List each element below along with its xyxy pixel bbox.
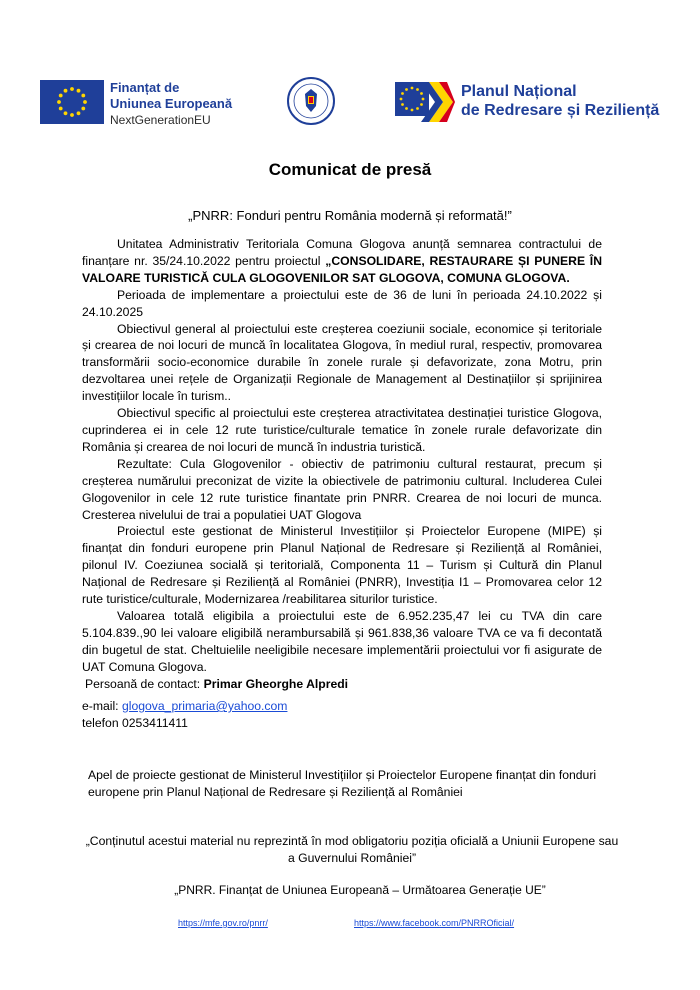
footer-tagline: „PNRR. Finanțat de Uniunea Europeană – Următoarea Generație UE” xyxy=(174,883,546,897)
call-for-projects-note: Apel de proiecte gestionat de Ministerul Investițiilor și Proiectelor Europene finanțat din fonduri europene prin Planul Național de Redresare și Reziliență al României xyxy=(88,768,597,799)
email-link[interactable]: glogova_primaria@yahoo.com xyxy=(121,699,288,713)
disclaimer: „Conținutul acestui material nu reprezintă în mod obligatoriu poziția oficială a Uniunii Europene sau a Guvernului României” xyxy=(85,834,619,865)
eu-line-2: Uniunea Europeană xyxy=(110,96,233,111)
contact-name: Primar Gheorghe Alpredi xyxy=(203,676,349,691)
phone-line: telefon 0253411411 xyxy=(82,715,188,730)
page-subtitle: „PNRR: Fonduri pentru România modernă și reformată!” xyxy=(188,208,512,223)
paragraph-specific-objective: Obiectivul specific al proiectului este creșterea atractivitatea destinației turistice Glogova, cuprinderea ei in cele 12 rute turistice/culturale tematice în zonele rurale defavorizate din România și crearea de noi locuri de muncă în industria turistică. xyxy=(82,406,602,454)
eu-flag-logo xyxy=(40,80,104,124)
contact-details xyxy=(82,698,287,732)
mfe-pnrr-link[interactable]: https://mfe.gov.ro/pnrr/ xyxy=(178,918,268,928)
pnrr-label xyxy=(461,82,681,120)
announcement-text: Unitatea Administrativ Teritoriala Comuna Glogova anunță semnarea contractului de finanțare nr. 35/24.10.2022 pentru proiectul xyxy=(82,237,602,268)
press-release-body xyxy=(82,236,602,692)
pnrr-logo-icon xyxy=(395,82,455,122)
project-title: „CONSOLIDARE, RESTAURARE ȘI PUNERE ÎN VALOARE TURISTICĂ CULA GLOGOVENILOR SAT GLOGOVA, COMUNA GLOGOVA. xyxy=(82,253,602,285)
eu-funding-label xyxy=(110,80,250,128)
romanian-government-seal-icon xyxy=(286,76,336,126)
facebook-pnrr-link[interactable]: https://www.facebook.com/PNRROficial/ xyxy=(354,918,515,928)
eu-stars-icon xyxy=(40,80,104,124)
paragraph-general-objective: Obiectivul general al proiectului este creșterea coeziunii sociale, economice și teritoriale și crearea de noi locuri de muncă în localitatea Glogova, în mediul rural, respectiv, promovarea transformării socio-economice durabile în zonele rurale și defavorizate, zona Motru, prin dezvoltarea unei rețele de Organizații Regionale de Management al Destinațiilor și sprijinirea investițiilor locale în turism.. xyxy=(82,321,602,404)
paragraph-management: Proiectul este gestionat de Ministerul Investițiilor și Proiectelor Europene (MIPE) și finanțat din fonduri europene prin Planul Național de Redresare și Reziliență al României, pilonul IV. Coeziunea socială și teritorială, Componenta 11 – Turism și Cultură din Planul Național de Redresare și Reziliență al României (PNRR), Investiția I1 – Promovarea celor 12 rute turistice/culturale, Modernizarea /reabilitarea siturilor turistice. xyxy=(82,524,602,607)
contact-label: Persoană de contact: xyxy=(85,676,204,691)
paragraph-results: Rezultate: Cula Glogovenilor - obiectiv de patrimoniu cultural restaurat, precum și creșterea numărului preconizat de vizite la obiectivele de patrimoniu cultural. Includerea Culei Glogovenilor in cele 12 rute turistice finantate prin PNRR. Crearea de noi locuri de munca. Cresterea nivelului de trai a populatiei UAT Glogova xyxy=(82,456,602,522)
paragraph-period: Perioada de implementare a proiectului este de 36 de luni în perioada 24.10.2022 și 24.10.2025 xyxy=(82,287,602,319)
paragraph-budget: Valoarea totală eligibila a proiectului este de 6.952.235,47 lei cu TVA din care 5.104.839.,90 lei valoare eligibilă nerambursabilă și 961.838,36 valoare TVA ce va fi decontată din bugetul de stat. Cheltuielile neeligibile necesare implementării proiectului vor fi asigurate de UAT Comuna Glogova. xyxy=(82,608,602,674)
contact-person xyxy=(82,676,602,693)
email-label: e-mail: xyxy=(82,699,122,713)
email-line xyxy=(82,698,287,715)
page-title: Comunicat de presă xyxy=(268,160,432,179)
pnrr-line-2: de Redresare și Reziliență xyxy=(461,102,660,119)
eu-line-1: Finanțat de xyxy=(110,80,180,95)
eu-line-3: NextGenerationEU xyxy=(110,113,211,127)
pnrr-line-1: Planul Național xyxy=(461,83,577,100)
paragraph-announcement xyxy=(82,236,602,287)
